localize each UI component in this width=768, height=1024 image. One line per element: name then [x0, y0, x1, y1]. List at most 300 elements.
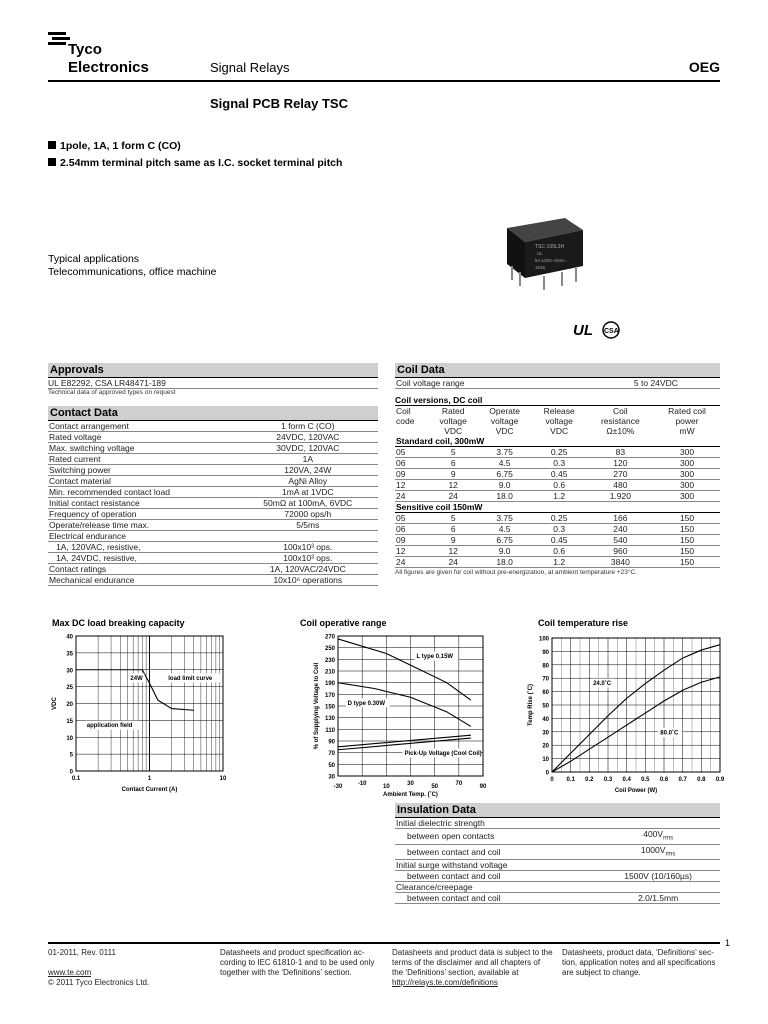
coil-cell: 0.3 — [532, 458, 587, 469]
coil-data-row — [395, 557, 720, 568]
coil-cell: 3.75 — [478, 513, 532, 524]
footer-line: cording to IEC 61810-1 and to be used only — [220, 958, 375, 967]
coil-cell: 12 — [395, 546, 429, 557]
series-label: 80.0˚C — [660, 730, 679, 737]
contact-data-value — [238, 531, 378, 542]
y-tick-label: 50 — [542, 703, 549, 710]
contact-data-label: Rated voltage — [48, 432, 238, 443]
coil-cell: 150 — [654, 546, 720, 557]
insulation-value — [596, 829, 720, 845]
insulation-label: between open contacts — [395, 829, 596, 845]
insulation-row — [395, 882, 720, 893]
coil-cell: 300 — [654, 480, 720, 491]
coil-cell: 166 — [587, 513, 654, 524]
header-divider — [48, 80, 720, 82]
coil-group-name: Standard coil, 300mW — [395, 436, 720, 447]
contact-data-value: AgNi Alloy — [238, 476, 378, 487]
insulation-value — [596, 860, 720, 871]
footer-line: © 2011 Tyco Electronics Ltd. — [48, 978, 150, 987]
x-tick-label: 50 — [431, 784, 439, 790]
relay-marking: UL — [537, 251, 543, 256]
brand-logo — [48, 30, 178, 76]
footer-divider — [48, 942, 720, 944]
insulation-row — [395, 829, 720, 845]
approvals-title: Approvals — [48, 363, 378, 378]
x-axis-label: Contact Current (A) — [121, 787, 178, 793]
contact-data-row — [48, 509, 378, 520]
tyco-logo-icon — [48, 32, 70, 52]
coil-data-row — [395, 524, 720, 535]
coil-data-title: Coil Data — [395, 363, 720, 378]
contact-data-row — [48, 575, 378, 586]
footer-col-2 — [220, 948, 385, 978]
x-tick-label: 10 — [219, 776, 227, 782]
y-axis-label: % of Supplying Voltage to Coil — [314, 662, 320, 750]
series-label: L type 0.15W — [416, 654, 454, 661]
x-tick-label: 70 — [455, 781, 463, 787]
contact-data-label: Min. recommended contact load — [48, 487, 238, 498]
coil-cell: 0.3 — [532, 524, 587, 535]
x-tick-label: 0.5 — [641, 777, 650, 783]
y-tick-label: 5 — [69, 752, 73, 759]
insulation-value-text: 1500V (10/160µs) — [624, 871, 693, 882]
coil-header-cell: Coil — [613, 406, 628, 416]
coil-header-cell — [395, 426, 429, 436]
coil-header-cell: voltage — [439, 416, 467, 426]
footer-line: tion, application notes and all specifications — [562, 958, 716, 967]
coil-cell: 0.25 — [532, 447, 587, 458]
coil-cell: 150 — [654, 524, 720, 535]
contact-data-value: 72000 ops/h — [238, 509, 378, 520]
contact-data-value: 120VA, 24W — [238, 465, 378, 476]
relay-marking: 5A 120V~/24V= — [535, 258, 567, 263]
x-tick-label: 0.7 — [678, 777, 687, 783]
coil-data-row — [395, 469, 720, 480]
x-tick-label: 0.1 — [71, 776, 81, 782]
chart3-title: Coil temperature rise — [538, 618, 629, 628]
coil-cell: 6.75 — [478, 535, 532, 546]
coil-data-row — [395, 513, 720, 524]
contact-data-value: 10x10⁶ operations — [238, 575, 378, 586]
insulation-row — [395, 860, 720, 871]
coil-cell: 150 — [654, 535, 720, 546]
y-tick-label: 30 — [542, 730, 549, 737]
coil-header-row — [395, 416, 720, 426]
insulation-value-text: 1000V — [640, 844, 666, 855]
coil-cell: 270 — [587, 469, 654, 480]
footer-line: Datasheets and product data is subject to the — [392, 948, 553, 957]
coil-cell: 1.2 — [532, 557, 587, 568]
y-tick-label: 35 — [66, 651, 73, 658]
coil-range-label: Coil voltage range — [395, 378, 592, 389]
coil-cell: 1.920 — [587, 491, 654, 502]
x-tick-label: 90 — [479, 784, 487, 790]
contact-data-label: Electrical endurance — [48, 531, 238, 542]
coil-cell: 9.0 — [478, 480, 532, 491]
coil-cell: 0.6 — [532, 546, 587, 557]
coil-data-row — [395, 480, 720, 491]
coil-versions-table — [395, 406, 720, 568]
contact-data-label: Mechanical endurance — [48, 575, 238, 586]
x-tick-label: 30 — [407, 781, 414, 787]
x-axis-label: Ambient Temp. (˚C) — [383, 792, 438, 798]
insulation-table — [395, 818, 720, 904]
y-tick-label: 70 — [542, 676, 549, 683]
contact-data-row — [48, 564, 378, 575]
contact-data-row — [48, 531, 378, 542]
coil-cell: 0.45 — [532, 535, 587, 546]
contact-data-row — [48, 432, 378, 443]
y-tick-label: 60 — [542, 690, 549, 697]
insulation-label: between contact and coil — [395, 871, 596, 882]
y-tick-label: 0 — [69, 769, 73, 776]
y-tick-label: 0 — [545, 770, 549, 777]
approvals-section — [48, 363, 378, 396]
x-tick-label: 0.8 — [697, 777, 706, 783]
insulation-title: Insulation Data — [395, 803, 720, 818]
coil-cell: 300 — [654, 469, 720, 480]
page-number: 1 — [724, 938, 730, 948]
y-tick-label: 90 — [328, 739, 335, 746]
coil-cell: 120 — [587, 458, 654, 469]
insulation-value-unit: rms — [665, 851, 676, 858]
contact-data-label: Initial contact resistance — [48, 498, 238, 509]
contact-data-label: Contact material — [48, 476, 238, 487]
coil-header-cell: resistance — [600, 416, 640, 426]
coil-versions-title: Coil versions, DC coil — [395, 395, 720, 406]
footer-line: are subject to change. — [562, 968, 641, 977]
coil-header-cell: Coil — [396, 406, 411, 416]
contact-data-row — [48, 443, 378, 454]
coil-header-cell: Operate — [489, 406, 520, 416]
insulation-value-text: 400V — [643, 829, 664, 839]
y-tick-label: 30 — [328, 774, 335, 781]
y-tick-label: 20 — [542, 743, 549, 750]
coil-header-cell: Ω±10% — [606, 426, 635, 436]
y-tick-label: 30 — [66, 668, 73, 675]
applications — [48, 253, 216, 279]
y-tick-label: 10 — [542, 757, 549, 764]
footer-col-1 — [48, 948, 208, 988]
insulation-label: Initial surge withstand voltage — [395, 860, 596, 871]
insulation-row — [395, 818, 720, 829]
series-label: 24.0˚C — [593, 680, 612, 687]
coil-cell: 480 — [587, 480, 654, 491]
insulation-label: between contact and coil — [395, 844, 596, 860]
coil-cell: 9.0 — [478, 546, 532, 557]
coil-cell: 150 — [654, 557, 720, 568]
applications-text: Telecommunications, office machine — [48, 266, 217, 278]
y-tick-label: 90 — [542, 649, 549, 656]
insulation-row — [395, 893, 720, 904]
coil-cell: 09 — [395, 535, 429, 546]
coil-cell: 6 — [429, 524, 478, 535]
coil-cell: 0.6 — [532, 480, 587, 491]
insulation-row — [395, 844, 720, 860]
y-tick-label: 50 — [328, 762, 335, 769]
coil-header-cell: Rated coil — [668, 406, 706, 416]
coil-cell: 83 — [587, 447, 654, 458]
chart2-title: Coil operative range — [300, 618, 387, 628]
coil-header-row — [395, 426, 720, 436]
footer-line: 01-2011, Rev. 0111 — [48, 948, 116, 957]
y-tick-label: 70 — [328, 751, 335, 758]
coil-cell: 12 — [429, 480, 478, 491]
contact-data-label: Contact ratings — [48, 564, 238, 575]
contact-data-title: Contact Data — [48, 406, 378, 421]
chart-coil-operative-range — [298, 628, 498, 798]
y-tick-label: 110 — [325, 727, 335, 734]
y-tick-label: 100 — [538, 636, 549, 643]
contact-data-row — [48, 553, 378, 564]
x-tick-label: 0.4 — [622, 777, 631, 783]
insulation-value — [596, 818, 720, 829]
contact-data-value: 1 form C (CO) — [238, 421, 378, 432]
coil-cell: 18.0 — [478, 491, 532, 502]
y-tick-label: 210 — [324, 669, 335, 676]
x-tick-label: 0.2 — [585, 777, 594, 783]
coil-cell: 1.2 — [532, 491, 587, 502]
y-tick-label: 250 — [324, 646, 335, 653]
x-tick-label: 0 — [550, 777, 554, 783]
footer-line: the ‘Definitions’ section, available at — [392, 968, 519, 977]
x-tick-label: -10 — [357, 781, 367, 787]
coil-header-cell: Rated — [441, 406, 465, 416]
insulation-value — [596, 844, 720, 860]
relay-marking: TSC-105L3H — [535, 244, 565, 250]
series-label: 24W — [130, 675, 143, 682]
footer-line: Datasheets, product data, ‘Definitions’ sec- — [562, 948, 714, 957]
footer-line: terms of the disclaimer and all chapters of — [392, 958, 541, 967]
insulation-label: Initial dielectric strength — [395, 818, 596, 829]
x-axis-label: Coil Power (W) — [614, 788, 658, 794]
csa-mark-icon: CSA — [604, 328, 619, 335]
coil-data-row — [395, 458, 720, 469]
series-label: Pick-Up Voltage (Cool Coil) — [404, 751, 482, 757]
coil-cell: 4.5 — [478, 524, 532, 535]
coil-cell: 18.0 — [478, 557, 532, 568]
applications-heading: Typical applications — [48, 253, 140, 265]
insulation-row — [395, 871, 720, 882]
insulation-value — [596, 893, 720, 904]
contact-data-label: 1A, 120VAC, resistive, — [48, 542, 238, 553]
contact-data-value: 100x10³ ops. — [238, 553, 378, 564]
insulation-value — [596, 871, 720, 882]
x-tick-label: 1 — [147, 776, 152, 782]
feature-item: 1pole, 1A, 1 form C (CO) — [48, 138, 342, 155]
coil-range-table — [395, 378, 720, 389]
coil-cell: 300 — [654, 447, 720, 458]
footer-line: www.te.com — [48, 968, 92, 977]
y-tick-label: 270 — [324, 634, 335, 641]
coil-cell: 24 — [429, 557, 478, 568]
page-title: Signal PCB Relay TSC — [210, 96, 348, 111]
coil-cell: 6 — [429, 458, 478, 469]
coil-group-row — [395, 436, 720, 447]
coil-cell: 3840 — [587, 557, 654, 568]
insulation-value-text: 2.0/1.5mm — [638, 893, 679, 904]
coil-data-row — [395, 447, 720, 458]
insulation-section — [395, 803, 720, 904]
y-tick-label: 20 — [66, 702, 73, 708]
contact-data-value: 50mΩ at 100mA, 6VDC — [238, 498, 378, 509]
series-label: load limit curve — [168, 675, 213, 682]
coil-cell: 300 — [654, 491, 720, 502]
coil-cell: 06 — [395, 458, 429, 469]
coil-cell: 24 — [395, 557, 429, 568]
y-tick-label: 230 — [324, 657, 335, 664]
chart-load-breaking-capacity — [48, 628, 248, 798]
contact-data-label: Contact arrangement — [48, 421, 238, 432]
coil-cell: 4.5 — [478, 458, 532, 469]
coil-header-cell: voltage — [490, 416, 519, 426]
coil-header-cell: voltage — [545, 416, 573, 426]
cert-marks — [573, 320, 623, 340]
contact-data-row — [48, 465, 378, 476]
insulation-label: between contact and coil — [395, 893, 596, 904]
coil-cell: 05 — [395, 513, 429, 524]
coil-cell: 150 — [654, 513, 720, 524]
contact-data-value: 100x10³ ops. — [238, 542, 378, 553]
category-label: Signal Relays — [210, 60, 290, 75]
contact-data-value: 5/5ms — [238, 520, 378, 531]
approvals-note: Technical data of approved types on request — [48, 389, 176, 396]
coil-cell: 12 — [395, 480, 429, 491]
coil-data-row — [395, 535, 720, 546]
x-tick-label: -30 — [333, 784, 343, 790]
contact-data-row — [48, 498, 378, 509]
coil-data-row — [395, 546, 720, 557]
contact-data-label: Max. switching voltage — [48, 443, 238, 454]
footer-line: http://relays.te.com/definitions — [392, 978, 498, 987]
coil-cell: 6.75 — [478, 469, 532, 480]
coil-cell: 12 — [429, 546, 478, 557]
brand-name-2: Electronics — [68, 59, 149, 76]
chart1-title: Max DC load breaking capacity — [52, 618, 185, 628]
coil-cell: 09 — [395, 469, 429, 480]
coil-cell: 3.75 — [478, 447, 532, 458]
contact-data-label: Frequency of operation — [48, 509, 238, 520]
footer-col-4 — [562, 948, 722, 978]
coil-cell: 05 — [395, 447, 429, 458]
y-tick-label: 25 — [66, 685, 73, 692]
coil-data-row — [395, 491, 720, 502]
series-label: OEG — [688, 59, 720, 75]
coil-cell: 240 — [587, 524, 654, 535]
coil-header-row — [395, 406, 720, 416]
coil-group-name: Sensitive coil 150mW — [395, 502, 720, 513]
footer-line: together with the ‘Definitions’ section. — [220, 968, 352, 977]
y-tick-label: 190 — [324, 681, 335, 688]
coil-cell: 540 — [587, 535, 654, 546]
coil-cell: 300 — [654, 458, 720, 469]
y-tick-label: 130 — [324, 716, 335, 723]
coil-range-value: 5 to 24VDC — [592, 378, 720, 389]
contact-data-row — [48, 476, 378, 487]
coil-cell: 9 — [429, 469, 478, 480]
brand-name-1: Tyco — [68, 41, 102, 58]
contact-data-section — [48, 406, 378, 586]
contact-data-row — [48, 487, 378, 498]
series-label: D type 0.30W — [347, 700, 386, 707]
contact-data-value: 1A — [238, 454, 378, 465]
insulation-label: Clearance/creepage — [395, 882, 596, 893]
coil-header-cell: Release — [543, 406, 575, 416]
coil-cell: 960 — [587, 546, 654, 557]
x-tick-label: 0.9 — [715, 777, 725, 783]
relay-marking: 1016 — [535, 265, 546, 270]
coil-cell: 0.45 — [532, 469, 587, 480]
footer-col-3 — [392, 948, 557, 988]
y-tick-label: 15 — [66, 718, 73, 725]
coil-cell: 24 — [395, 491, 429, 502]
insulation-value-unit: rms — [663, 835, 674, 842]
coil-cell: 5 — [429, 447, 478, 458]
contact-data-row — [48, 520, 378, 531]
contact-data-value: 1mA at 1VDC — [238, 487, 378, 498]
y-tick-label: 150 — [324, 704, 335, 711]
coil-data-section — [395, 363, 720, 576]
coil-note: All figures are given for coil without pre-energization, at ambient temperature +23°C. — [395, 569, 637, 576]
contact-data-value: 1A, 120VAC/24VDC — [238, 564, 378, 575]
coil-header-cell: power — [675, 416, 699, 426]
coil-header-cell: VDC — [444, 426, 463, 436]
y-tick-label: 40 — [542, 716, 549, 723]
contact-data-value: 30VDC, 120VAC — [238, 443, 378, 454]
y-tick-label: 170 — [324, 692, 335, 699]
x-tick-label: 0.3 — [603, 777, 613, 783]
series-line — [338, 738, 471, 750]
footer-line: Datasheets and product specification ac- — [220, 948, 365, 957]
x-tick-label: 0.1 — [566, 777, 575, 783]
contact-data-row — [48, 542, 378, 553]
coil-header-cell: code — [396, 416, 415, 426]
contact-data-table — [48, 421, 378, 586]
coil-cell: 06 — [395, 524, 429, 535]
coil-header-cell: VDC — [550, 426, 569, 436]
contact-data-label: 1A, 24VDC, resistive, — [48, 553, 238, 564]
coil-group-row — [395, 502, 720, 513]
contact-data-label: Operate/release time max. — [48, 520, 238, 531]
y-axis-label: VDC — [52, 697, 58, 710]
footer-line — [48, 958, 208, 968]
contact-data-row — [48, 454, 378, 465]
approvals-text: UL E82292, CSA LR48471-189 — [48, 378, 378, 389]
coil-cell: 0.25 — [532, 513, 587, 524]
series-label: application field — [86, 723, 133, 730]
series-line — [338, 639, 471, 700]
coil-cell: 5 — [429, 513, 478, 524]
y-tick-label: 40 — [66, 634, 73, 641]
coil-cell: 9 — [429, 535, 478, 546]
y-tick-label: 80 — [542, 663, 549, 670]
coil-cell: 24 — [429, 491, 478, 502]
ul-mark-icon: UL — [573, 322, 593, 339]
x-tick-label: 10 — [382, 784, 390, 790]
contact-data-label: Switching power — [48, 465, 238, 476]
y-axis-label: Temp Rise (˚C) — [528, 684, 534, 726]
coil-header-cell: mW — [679, 426, 695, 436]
contact-data-label: Rated current — [48, 454, 238, 465]
x-tick-label: 0.6 — [659, 777, 669, 783]
insulation-value — [596, 882, 720, 893]
contact-data-value: 24VDC, 120VAC — [238, 432, 378, 443]
feature-list — [48, 138, 342, 172]
coil-header-cell: VDC — [495, 426, 514, 436]
relay-photo — [495, 200, 595, 300]
chart-coil-temperature-rise — [518, 628, 728, 798]
contact-data-row — [48, 421, 378, 432]
